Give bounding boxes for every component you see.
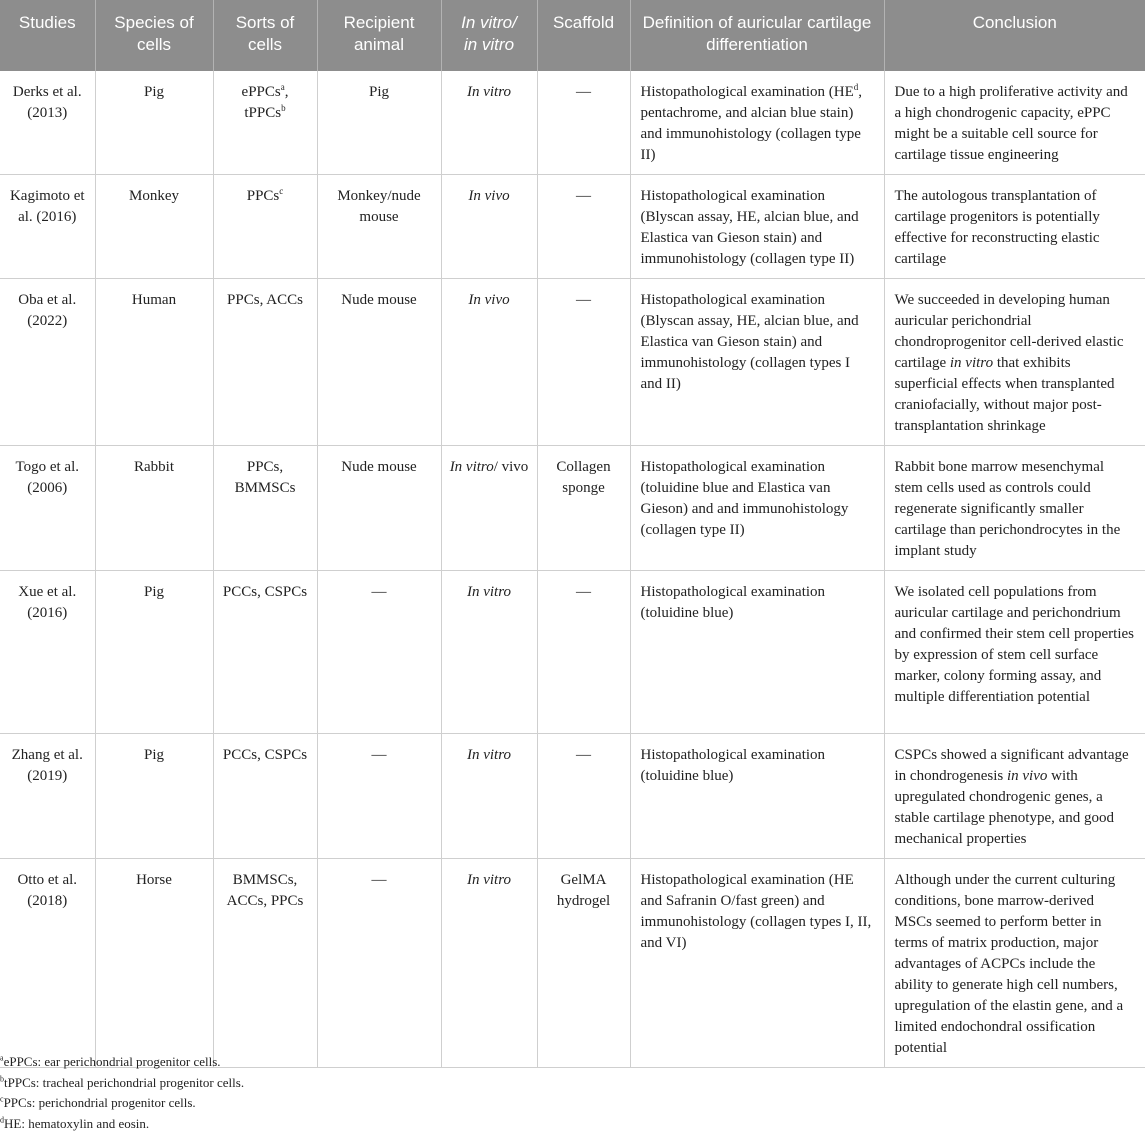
cell-definition-part1: Histopathological examination (HE bbox=[641, 84, 854, 100]
cell-study: Kagimoto et al. (2016) bbox=[0, 175, 95, 279]
header-recipient: Recipient animal bbox=[317, 0, 441, 71]
footnote-marker: d bbox=[0, 1115, 4, 1124]
cell-definition: Histopathological examination (HE and Safranin O/fast green) and immunohistology (collagen types I, II, and VI) bbox=[630, 859, 884, 1068]
cell-species: Rabbit bbox=[95, 446, 213, 571]
cell-in-vitro-text: In vitro bbox=[467, 872, 511, 888]
cell-in-vitro-text: In vitro bbox=[467, 84, 511, 100]
cell-study: Otto et al. (2018) bbox=[0, 859, 95, 1068]
footnote-a bbox=[0, 1052, 244, 1073]
cell-definition: Histopathological examination (toluidine blue) bbox=[630, 734, 884, 859]
cell-scaffold: — bbox=[537, 175, 630, 279]
cell-species: Pig bbox=[95, 571, 213, 734]
table-row bbox=[0, 446, 1145, 571]
cell-in-vitro-text: In vivo bbox=[468, 292, 509, 308]
footnote-ref: d bbox=[854, 82, 859, 92]
cell-definition: Histopathological examination (Blyscan assay, HE, alcian blue, and Elastica van Gieson stain) and immunohistology (collagen types I and II) bbox=[630, 279, 884, 446]
cell-conclusion: The autologous transplantation of cartilage progenitors is potentially effective for reconstructing elastic cartilage bbox=[884, 175, 1145, 279]
cell-recipient: — bbox=[317, 571, 441, 734]
cell-recipient: — bbox=[317, 734, 441, 859]
footnote-marker: a bbox=[0, 1054, 4, 1063]
cell-conclusion: We isolated cell populations from auricular cartilage and perichondrium and confirmed their stem cell properties by expression of stem cell surface marker, colony forming assay, and multiple differentiation potential bbox=[884, 571, 1145, 734]
cell-study: Zhang et al. (2019) bbox=[0, 734, 95, 859]
cell-in-vitro-text: In vitro bbox=[467, 584, 511, 600]
header-in-vitro-line1: In vitro/ bbox=[461, 13, 517, 32]
cell-conclusion-part1: We succeeded in developing human auricular perichondrial chondroprogenitor cell-derived elastic cartilage bbox=[895, 292, 1124, 371]
cell-species: Pig bbox=[95, 734, 213, 859]
cell-scaffold: — bbox=[537, 71, 630, 175]
cell-in-vitro-text: In vitro bbox=[467, 747, 511, 763]
cell-scaffold: — bbox=[537, 279, 630, 446]
cell-recipient: Monkey/nude mouse bbox=[317, 175, 441, 279]
cell-conclusion-italic: in vivo bbox=[1007, 768, 1047, 784]
footnotes bbox=[0, 1052, 244, 1134]
cell-in-vitro bbox=[441, 446, 537, 571]
table-header bbox=[0, 0, 1145, 71]
cell-study: Derks et al. (2013) bbox=[0, 71, 95, 175]
cell-sorts-a: ePPCs bbox=[242, 84, 281, 100]
header-scaffold: Scaffold bbox=[537, 0, 630, 71]
cell-in-vitro-rest: / vivo bbox=[494, 459, 529, 475]
table-row bbox=[0, 175, 1145, 279]
cell-conclusion-part2: that exhibits superficial effects when transplanted craniofacially, without major post-transplantation shrinkage bbox=[895, 355, 1115, 434]
cell-conclusion: Rabbit bone marrow mesenchymal stem cells used as controls could regenerate significantly smaller cartilage than perichondrocytes in the implant study bbox=[884, 446, 1145, 571]
header-in-vitro-line2: in vitro bbox=[464, 35, 514, 54]
cell-in-vitro-italic: In vitro bbox=[450, 459, 494, 475]
cell-species: Human bbox=[95, 279, 213, 446]
cell-sorts bbox=[213, 175, 317, 279]
cell-in-vitro bbox=[441, 71, 537, 175]
cell-study: Oba et al. (2022) bbox=[0, 279, 95, 446]
header-sorts: Sorts of cells bbox=[213, 0, 317, 71]
cell-in-vitro bbox=[441, 734, 537, 859]
cell-sorts: PCCs, CSPCs bbox=[213, 734, 317, 859]
header-studies: Studies bbox=[0, 0, 95, 71]
cell-recipient: — bbox=[317, 859, 441, 1068]
cell-study: Togo et al. (2006) bbox=[0, 446, 95, 571]
cell-conclusion: Although under the current culturing conditions, bone marrow-derived MSCs seemed to perform better in terms of matrix production, major advantages of ACPCs include the ability to generate high cell numbers, upregulation of the elastin gene, and a limited endochondral ossification potential bbox=[884, 859, 1145, 1068]
footnote-ref: c bbox=[279, 186, 283, 196]
table-row bbox=[0, 859, 1145, 1068]
footnote-text: tPPCs: tracheal perichondrial progenitor cells. bbox=[4, 1075, 244, 1090]
cell-scaffold: GelMA hydrogel bbox=[537, 859, 630, 1068]
cell-in-vitro bbox=[441, 279, 537, 446]
cell-conclusion-part2: with upregulated chondrogenic genes, a stable cartilage phenotype, and good mechanical properties bbox=[895, 768, 1115, 847]
footnote-text: ePPCs: ear perichondrial progenitor cells. bbox=[4, 1054, 221, 1069]
cell-conclusion bbox=[884, 734, 1145, 859]
cell-sorts: PPCs, BMMSCs bbox=[213, 446, 317, 571]
footnote-ref: b bbox=[281, 103, 286, 113]
header-row bbox=[0, 0, 1145, 71]
cell-sorts-sep: , bbox=[285, 84, 289, 100]
header-in-vitro bbox=[441, 0, 537, 71]
table-row bbox=[0, 71, 1145, 175]
cell-sorts-text: PPCs bbox=[247, 188, 280, 204]
cell-definition-part2: , pentachrome, and alcian blue stain) and immunohistology (collagen type II) bbox=[641, 84, 863, 163]
cell-sorts bbox=[213, 71, 317, 175]
footnote-b bbox=[0, 1073, 244, 1094]
cell-conclusion: Due to a high proliferative activity and a high chondrogenic capacity, ePPC might be a suitable cell source for cartilage tissue engineering bbox=[884, 71, 1145, 175]
footnote-c bbox=[0, 1093, 244, 1114]
cell-in-vitro bbox=[441, 175, 537, 279]
cell-recipient: Pig bbox=[317, 71, 441, 175]
cell-in-vitro-text: In vivo bbox=[468, 188, 509, 204]
cell-species: Monkey bbox=[95, 175, 213, 279]
cell-recipient: Nude mouse bbox=[317, 279, 441, 446]
cell-definition bbox=[630, 71, 884, 175]
cell-definition: Histopathological examination (Blyscan assay, HE, alcian blue, and Elastica van Gieson stain) and immunohistology (collagen type II) bbox=[630, 175, 884, 279]
cell-sorts: PCCs, CSPCs bbox=[213, 571, 317, 734]
cell-scaffold: Collagen sponge bbox=[537, 446, 630, 571]
cell-in-vitro bbox=[441, 859, 537, 1068]
header-species: Species of cells bbox=[95, 0, 213, 71]
cell-scaffold: — bbox=[537, 734, 630, 859]
cell-conclusion-italic: in vitro bbox=[950, 355, 993, 371]
footnote-ref: a bbox=[281, 82, 285, 92]
footnote-d bbox=[0, 1114, 244, 1134]
table-row bbox=[0, 279, 1145, 446]
cell-conclusion bbox=[884, 279, 1145, 446]
cell-definition: Histopathological examination (toluidine blue) bbox=[630, 571, 884, 734]
footnote-marker: c bbox=[0, 1095, 4, 1104]
cell-in-vitro bbox=[441, 571, 537, 734]
table-row bbox=[0, 571, 1145, 734]
header-conclusion: Conclusion bbox=[884, 0, 1145, 71]
footnote-text: HE: hematoxylin and eosin. bbox=[4, 1116, 149, 1131]
cell-species: Horse bbox=[95, 859, 213, 1068]
table-body bbox=[0, 71, 1145, 1068]
cell-scaffold: — bbox=[537, 571, 630, 734]
footnote-text: PPCs: perichondrial progenitor cells. bbox=[4, 1095, 196, 1110]
cell-species: Pig bbox=[95, 71, 213, 175]
footnote-marker: b bbox=[0, 1074, 4, 1083]
cell-study: Xue et al. (2016) bbox=[0, 571, 95, 734]
cell-definition: Histopathological examination (toluidine blue and Elastica van Gieson) and and immunohistology (collagen type II) bbox=[630, 446, 884, 571]
cell-sorts-b: tPPCs bbox=[244, 105, 281, 121]
table-row bbox=[0, 734, 1145, 859]
header-definition: Definition of auricular cartilage differentiation bbox=[630, 0, 884, 71]
cell-recipient: Nude mouse bbox=[317, 446, 441, 571]
cell-conclusion-part1: CSPCs showed a significant advantage in chondrogenesis bbox=[895, 747, 1129, 784]
cell-sorts: PPCs, ACCs bbox=[213, 279, 317, 446]
cell-sorts: BMMSCs, ACCs, PPCs bbox=[213, 859, 317, 1068]
